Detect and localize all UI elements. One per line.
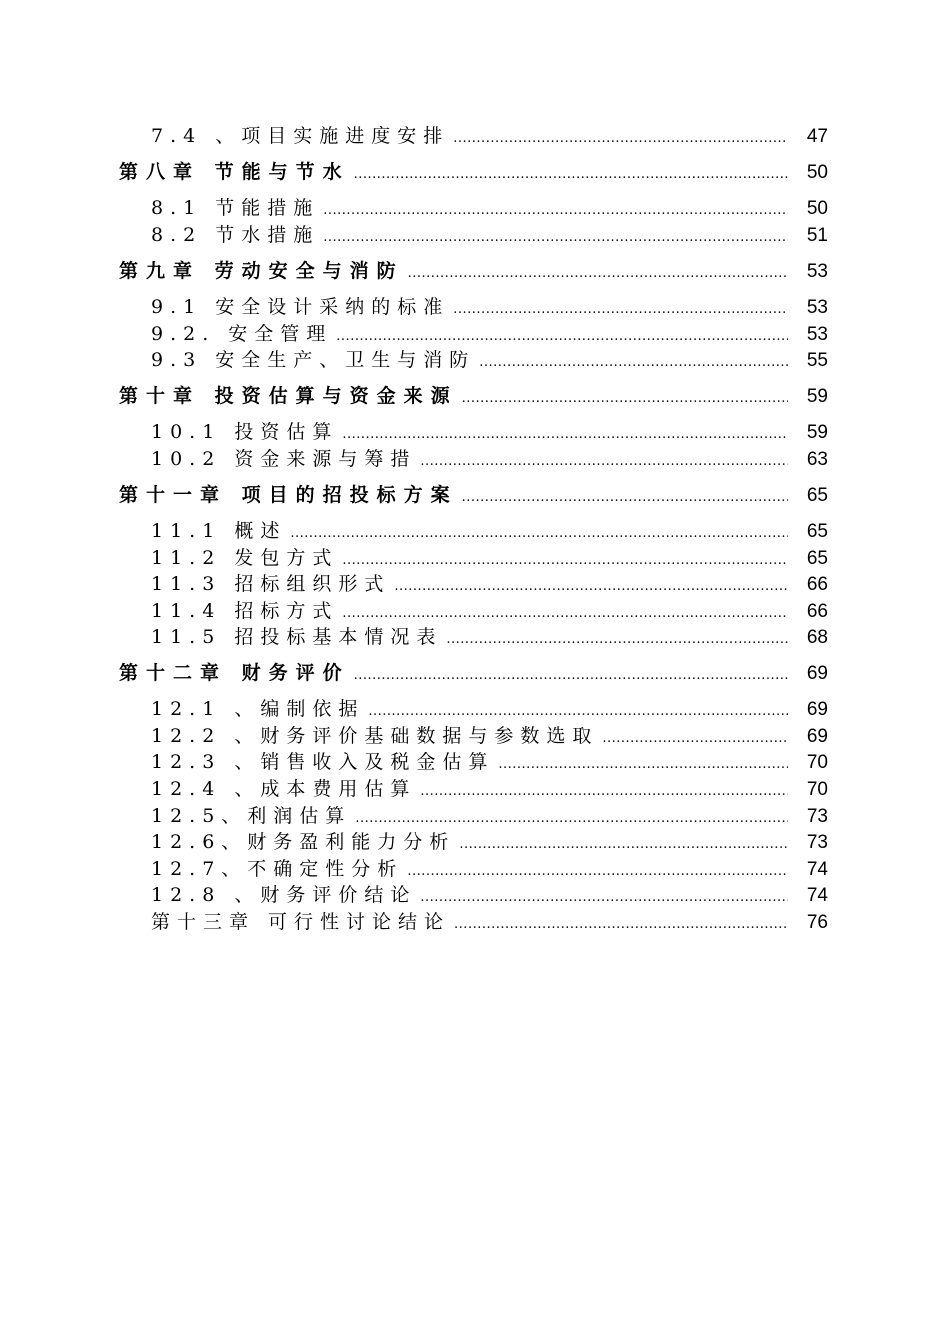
- toc-page-number: 74: [806, 885, 828, 906]
- toc-dot-leader: [459, 832, 788, 858]
- toc-page-number: 69: [806, 663, 828, 684]
- toc-dot-leader: [408, 261, 788, 287]
- toc-entry-title: 10.1 投资估算: [151, 421, 339, 443]
- toc-page-number: 59: [806, 386, 828, 407]
- toc-entry-title: 9.1 安全设计采纳的标准: [151, 296, 450, 318]
- toc-dot-leader: [479, 350, 788, 376]
- toc-entry[interactable]: [151, 195, 828, 221]
- toc-entry[interactable]: [151, 294, 828, 320]
- toc-entry-title: 12.5、利润估算: [151, 805, 352, 827]
- toc-dot-leader: [454, 912, 788, 938]
- toc-chapter[interactable]: [119, 159, 828, 185]
- toc-page-number: 76: [806, 912, 828, 933]
- toc-entry[interactable]: [151, 909, 828, 935]
- toc-entry[interactable]: [151, 749, 828, 775]
- toc-page-number: 53: [806, 297, 828, 318]
- toc-entry-title: 11.2 发包方式: [151, 547, 339, 569]
- toc-dot-leader: [453, 297, 788, 323]
- toc-chapter[interactable]: [119, 482, 828, 508]
- toc-page-number: 53: [806, 324, 828, 345]
- toc-entry-title: 第十三章 可行性讨论结论: [151, 911, 451, 933]
- toc-dot-leader: [420, 779, 788, 805]
- toc-entry-title: 11.1 概述: [151, 520, 287, 542]
- toc-entry[interactable]: [151, 123, 828, 149]
- toc-page-number: 69: [806, 726, 828, 747]
- toc-page-number: 55: [806, 350, 828, 371]
- toc-entry-title: 12.1 、编制依据: [151, 698, 365, 720]
- toc-page-number: 66: [806, 601, 828, 622]
- toc-dot-leader: [453, 126, 788, 152]
- toc-entry-title: 9.2. 安全管理: [151, 323, 333, 345]
- toc-entry-title: 12.7、不确定性分析: [151, 858, 404, 880]
- toc-page-number: 50: [806, 198, 828, 219]
- toc-page-number: 70: [806, 752, 828, 773]
- toc-entry-title: 12.4 、成本费用估算: [151, 778, 417, 800]
- toc-page-number: 68: [806, 627, 828, 648]
- toc-entry[interactable]: [151, 723, 828, 749]
- toc-page-number: 74: [806, 859, 828, 880]
- toc-page-number: 51: [806, 225, 828, 246]
- toc-entry-title: 12.8 、财务评价结论: [151, 884, 417, 906]
- toc-chapter[interactable]: [119, 258, 828, 284]
- toc-dot-leader: [323, 225, 788, 251]
- toc-entry[interactable]: [151, 321, 828, 347]
- toc-page-number: 50: [806, 162, 828, 183]
- toc-entry-title: 9.3 安全生产、卫生与消防: [151, 349, 476, 371]
- toc-entry-title: 11.4 招标方式: [151, 600, 339, 622]
- toc-page-number: 66: [806, 574, 828, 595]
- toc-page-number: 63: [806, 449, 828, 470]
- toc-entry[interactable]: [151, 882, 828, 908]
- toc-entry[interactable]: [151, 518, 828, 544]
- toc-entry[interactable]: [151, 803, 828, 829]
- toc-chapter-title: 第十章 投资估算与资金来源: [119, 385, 458, 407]
- toc-entry-title: 11.3 招标组织形式: [151, 573, 391, 595]
- toc-page-number: 73: [806, 806, 828, 827]
- toc-entry[interactable]: [151, 446, 828, 472]
- toc-chapter-title: 第十一章 项目的招投标方案: [119, 484, 458, 506]
- toc-entry-title: 11.5 招投标基本情况表: [151, 626, 443, 648]
- toc-dot-leader: [498, 752, 788, 778]
- toc-dot-leader: [462, 485, 788, 511]
- toc-entry[interactable]: [151, 856, 828, 882]
- toc-page-number: 65: [806, 485, 828, 506]
- toc-dot-leader: [354, 663, 788, 689]
- toc-entry[interactable]: [151, 571, 828, 597]
- toc-entry[interactable]: [151, 829, 828, 855]
- toc-dot-leader: [368, 699, 788, 725]
- toc-entry[interactable]: [151, 347, 828, 373]
- toc-page-number: 73: [806, 832, 828, 853]
- toc-dot-leader: [290, 521, 788, 547]
- toc-dot-leader: [446, 627, 788, 653]
- toc-dot-leader: [323, 198, 788, 224]
- toc-entry-title: 12.6、财务盈利能力分析: [151, 831, 456, 853]
- toc-page-number: 59: [806, 422, 828, 443]
- toc-page-number: 65: [806, 521, 828, 542]
- toc-chapter-title: 第九章 劳动安全与消防: [119, 260, 404, 282]
- toc-dot-leader: [394, 574, 788, 600]
- toc-page-number: 70: [806, 779, 828, 800]
- toc-dot-leader: [462, 386, 788, 412]
- toc-entry-title: 8.2 节水措施: [151, 224, 320, 246]
- toc-dot-leader: [342, 422, 788, 448]
- toc-dot-leader: [354, 162, 788, 188]
- toc-entry-title: 12.2 、财务评价基础数据与参数选取: [151, 725, 599, 747]
- toc-chapter-title: 第十二章 财务评价: [119, 662, 350, 684]
- toc-entry[interactable]: [151, 776, 828, 802]
- toc-entry[interactable]: [151, 598, 828, 624]
- toc-entry-title: 8.1 节能措施: [151, 197, 320, 219]
- toc-entry-title: 10.2 资金来源与筹措: [151, 448, 417, 470]
- toc-chapter[interactable]: [119, 383, 828, 409]
- toc-dot-leader: [420, 449, 788, 475]
- toc-entry[interactable]: [151, 419, 828, 445]
- toc-page-number: 65: [806, 548, 828, 569]
- toc-dot-leader: [420, 885, 788, 911]
- toc-chapter-title: 第八章 节能与节水: [119, 161, 350, 183]
- toc-entry[interactable]: [151, 222, 828, 248]
- toc-page-number: 69: [806, 699, 828, 720]
- toc-entry[interactable]: [151, 545, 828, 571]
- toc-entry-title: 12.3 、销售收入及税金估算: [151, 751, 495, 773]
- toc-chapter[interactable]: [119, 660, 828, 686]
- toc-entry[interactable]: [151, 696, 828, 722]
- toc-page-number: 53: [806, 261, 828, 282]
- toc-page-number: 47: [806, 126, 828, 147]
- toc-entry[interactable]: [151, 624, 828, 650]
- toc-entry-title: 7.4 、项目实施进度安排: [151, 125, 450, 147]
